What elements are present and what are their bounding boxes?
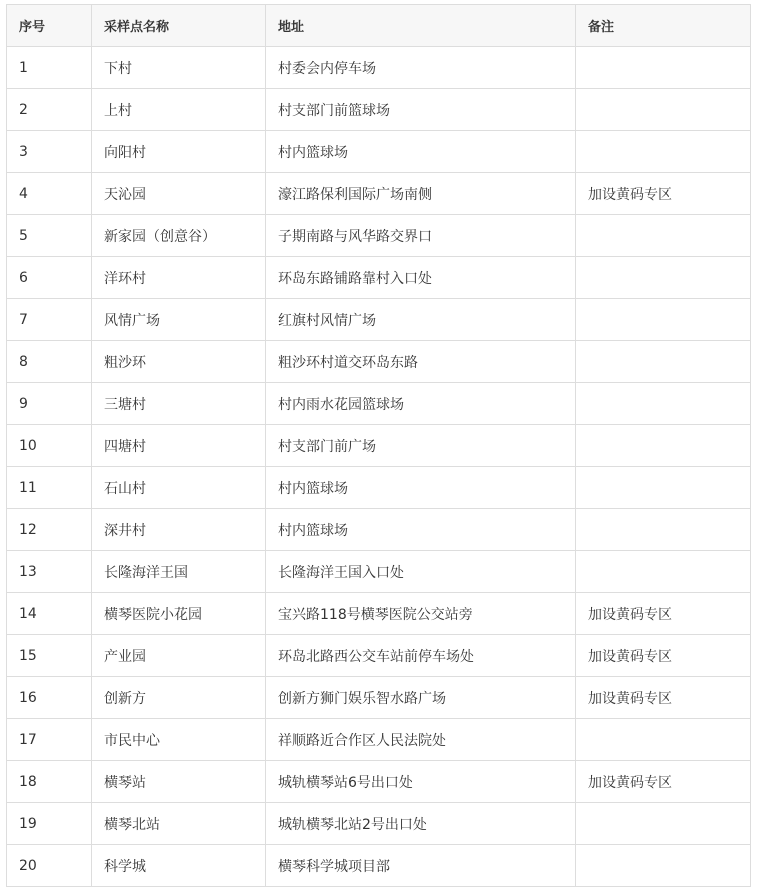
row-index: 12	[7, 509, 92, 551]
row-remark	[576, 131, 751, 173]
row-index: 4	[7, 173, 92, 215]
row-index: 18	[7, 761, 92, 803]
table-row	[7, 215, 751, 257]
row-index: 5	[7, 215, 92, 257]
row-site-name: 新家园（创意谷）	[92, 215, 266, 257]
table-row	[7, 47, 751, 89]
row-address: 村内篮球场	[266, 467, 576, 509]
row-address: 村委会内停车场	[266, 47, 576, 89]
table-body	[7, 47, 751, 887]
header-remark: 备注	[576, 5, 751, 47]
row-remark	[576, 551, 751, 593]
table-row	[7, 803, 751, 845]
header-address: 地址	[266, 5, 576, 47]
header-site-name: 采样点名称	[92, 5, 266, 47]
table-row	[7, 845, 751, 887]
row-site-name: 深井村	[92, 509, 266, 551]
row-index: 15	[7, 635, 92, 677]
table-row	[7, 341, 751, 383]
row-site-name: 粗沙环	[92, 341, 266, 383]
row-index: 7	[7, 299, 92, 341]
row-address: 子期南路与风华路交界口	[266, 215, 576, 257]
row-site-name: 下村	[92, 47, 266, 89]
row-index: 9	[7, 383, 92, 425]
row-site-name: 风情广场	[92, 299, 266, 341]
row-address: 环岛东路铺路靠村入口处	[266, 257, 576, 299]
row-site-name: 上村	[92, 89, 266, 131]
row-address: 村内篮球场	[266, 509, 576, 551]
row-address: 城轨横琴北站2号出口处	[266, 803, 576, 845]
table-row	[7, 467, 751, 509]
table-row	[7, 635, 751, 677]
table-row	[7, 593, 751, 635]
table-row	[7, 509, 751, 551]
row-site-name: 洋环村	[92, 257, 266, 299]
row-index: 8	[7, 341, 92, 383]
table-row	[7, 299, 751, 341]
row-site-name: 科学城	[92, 845, 266, 887]
row-site-name: 横琴北站	[92, 803, 266, 845]
row-remark	[576, 383, 751, 425]
row-site-name: 创新方	[92, 677, 266, 719]
row-site-name: 石山村	[92, 467, 266, 509]
row-index: 13	[7, 551, 92, 593]
row-remark	[576, 215, 751, 257]
table-row	[7, 425, 751, 467]
row-index: 17	[7, 719, 92, 761]
table-header	[7, 5, 751, 47]
table-row	[7, 173, 751, 215]
row-address: 环岛北路西公交车站前停车场处	[266, 635, 576, 677]
header-index: 序号	[7, 5, 92, 47]
row-address: 村支部门前广场	[266, 425, 576, 467]
row-remark	[576, 425, 751, 467]
row-remark: 加设黄码专区	[576, 173, 751, 215]
row-address: 村支部门前篮球场	[266, 89, 576, 131]
row-remark	[576, 509, 751, 551]
row-address: 濠江路保利国际广场南侧	[266, 173, 576, 215]
row-remark	[576, 467, 751, 509]
row-address: 粗沙环村道交环岛东路	[266, 341, 576, 383]
table-row	[7, 761, 751, 803]
row-remark	[576, 89, 751, 131]
row-site-name: 横琴站	[92, 761, 266, 803]
row-index: 11	[7, 467, 92, 509]
row-index: 16	[7, 677, 92, 719]
row-remark	[576, 803, 751, 845]
row-site-name: 向阳村	[92, 131, 266, 173]
row-remark	[576, 299, 751, 341]
table-row	[7, 131, 751, 173]
row-site-name: 产业园	[92, 635, 266, 677]
row-index: 2	[7, 89, 92, 131]
row-index: 10	[7, 425, 92, 467]
row-site-name: 四塘村	[92, 425, 266, 467]
sampling-points-table	[6, 4, 751, 887]
row-address: 城轨横琴站6号出口处	[266, 761, 576, 803]
table-row	[7, 89, 751, 131]
row-index: 14	[7, 593, 92, 635]
row-site-name: 长隆海洋王国	[92, 551, 266, 593]
row-address: 长隆海洋王国入口处	[266, 551, 576, 593]
row-remark	[576, 257, 751, 299]
row-remark	[576, 719, 751, 761]
row-site-name: 三塘村	[92, 383, 266, 425]
row-address: 创新方狮门娱乐智水路广场	[266, 677, 576, 719]
row-index: 19	[7, 803, 92, 845]
row-site-name: 天沁园	[92, 173, 266, 215]
row-remark	[576, 47, 751, 89]
row-address: 红旗村风情广场	[266, 299, 576, 341]
table-row	[7, 719, 751, 761]
table-row	[7, 677, 751, 719]
row-site-name: 横琴医院小花园	[92, 593, 266, 635]
row-remark: 加设黄码专区	[576, 677, 751, 719]
row-site-name: 市民中心	[92, 719, 266, 761]
row-address: 村内篮球场	[266, 131, 576, 173]
row-address: 宝兴路118号横琴医院公交站旁	[266, 593, 576, 635]
row-remark: 加设黄码专区	[576, 761, 751, 803]
header-row	[7, 5, 751, 47]
row-remark	[576, 341, 751, 383]
row-address: 横琴科学城项目部	[266, 845, 576, 887]
row-address: 祥顺路近合作区人民法院处	[266, 719, 576, 761]
table-row	[7, 257, 751, 299]
row-address: 村内雨水花园篮球场	[266, 383, 576, 425]
row-remark: 加设黄码专区	[576, 635, 751, 677]
row-index: 20	[7, 845, 92, 887]
table-row	[7, 551, 751, 593]
row-index: 1	[7, 47, 92, 89]
table-row	[7, 383, 751, 425]
row-remark	[576, 845, 751, 887]
row-index: 3	[7, 131, 92, 173]
row-index: 6	[7, 257, 92, 299]
sampling-points-table-container	[6, 4, 750, 887]
row-remark: 加设黄码专区	[576, 593, 751, 635]
